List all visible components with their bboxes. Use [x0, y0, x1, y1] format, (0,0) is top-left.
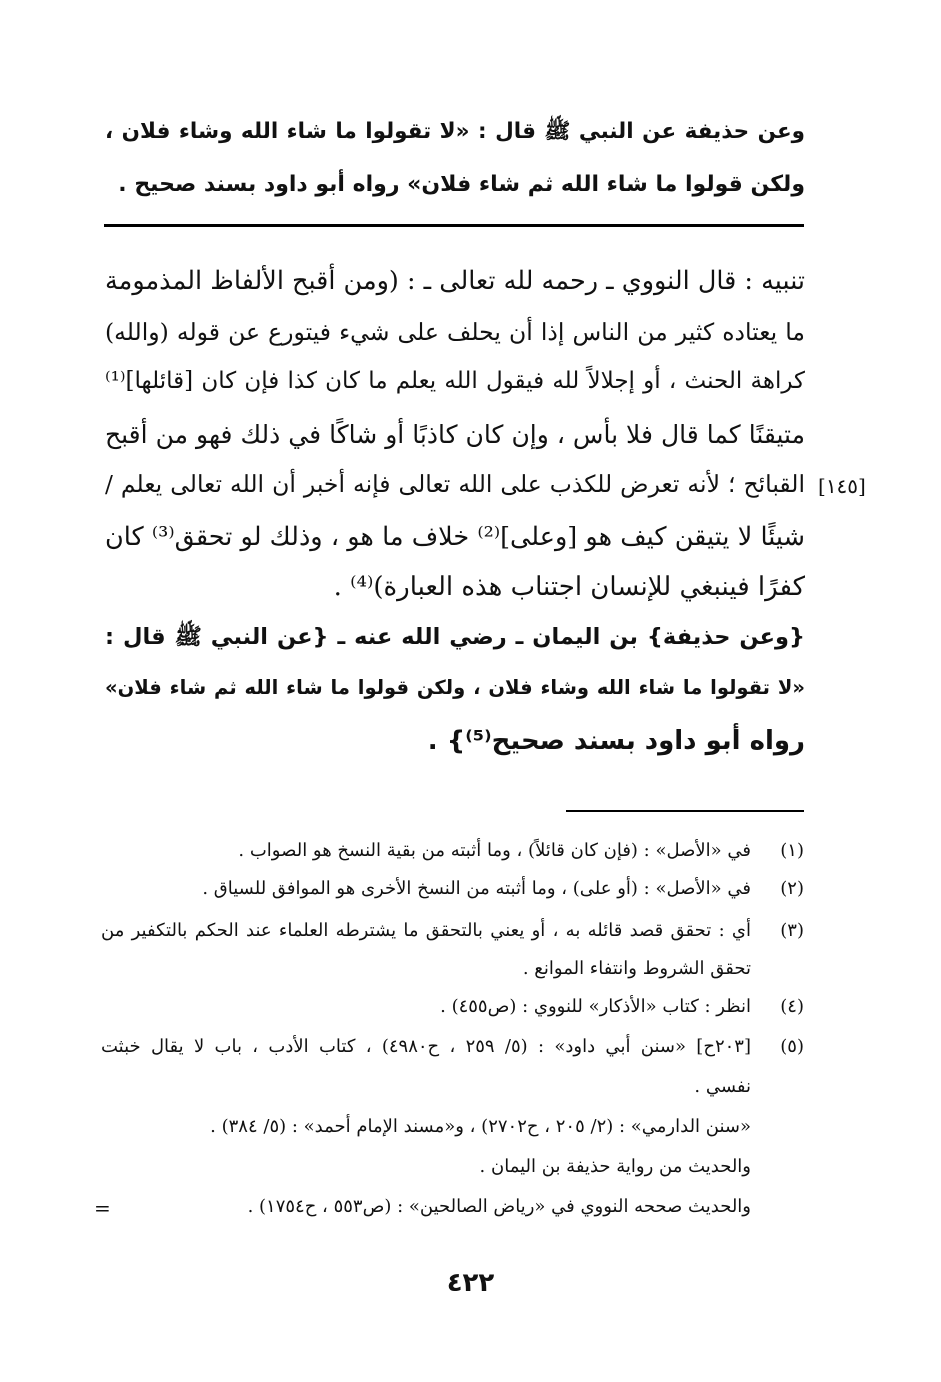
- body-line-2: ما يعتاده كثير من الناس إذا أن يحلف على شيء فيتورع عن قوله (والله): [105, 318, 805, 346]
- hadith-line-1: {وعن حذيفة} بن اليمان ـ رضي الله عنه ـ {عن النبي ﷺ قال :: [105, 624, 805, 650]
- footnote-number: (١): [780, 840, 804, 861]
- footnote-text: تحقق الشروط وانتفاء الموانع .: [522, 958, 751, 979]
- marginal-folio-number: [١٤٥]: [818, 474, 866, 498]
- hadith-line-3: رواه أبو داود بسند صحيح⁽⁵⁾} .: [427, 726, 805, 756]
- footnote-text: أي : تحقق قصد قائله به ، أو يعني بالتحقق ما يشترطه العلماء عند الحكم بالتكفير من: [101, 920, 751, 941]
- footnote-separator: [566, 810, 804, 812]
- continuation-mark: =: [94, 1196, 111, 1220]
- footnote-number: (٥): [780, 1036, 804, 1057]
- footnote-text: انظر : كتاب «الأذكار» للنووي : (ص٤٥٥) .: [440, 996, 751, 1017]
- footnote-text: «سنن الدارمي» : (٢/ ٢٠٥ ، ح٢٧٠٢) ، و«مسند الإمام أحمد» : (٥/ ٣٨٤) .: [210, 1116, 751, 1137]
- footnote-number: (٤): [780, 996, 804, 1017]
- footnote-number: (٣): [780, 920, 804, 941]
- footnote-text: والحديث صححه النووي في «رياض الصالحين» : (ص٥٥٣ ، ح١٧٥٤) .: [247, 1196, 751, 1217]
- body-line-4: متيقنًا كما قال فلا بأس ، وإن كان كاذبًا أو شاكًا في ذلك فهو من أقبح: [105, 420, 805, 449]
- matn-line-2: ولكن قولوا ما شاء الله ثم شاء فلان» رواه أبو داود بسند صحيح .: [118, 172, 805, 197]
- footnote-number: (٢): [780, 878, 804, 899]
- body-line-7: كفرًا فينبغي للإنسان اجتناب هذه العبارة)⁽⁴⁾ .: [333, 572, 805, 602]
- footnote-text: في «الأصل» : (أو على) ، وما أثبته من النسخ الأخرى هو الموافق للسياق .: [202, 878, 751, 899]
- header-rule: [104, 224, 804, 227]
- matn-line-1: وعن حذيفة عن النبي ﷺ قال : «لا تقولوا ما شاء الله وشاء فلان ،: [105, 119, 805, 144]
- body-line-1: تنبيه : قال النووي ـ رحمه لله تعالى ـ : (ومن أقبح الألفاظ المذمومة: [105, 266, 805, 296]
- footnote-text: والحديث من رواية حذيفة بن اليمان .: [479, 1156, 751, 1177]
- footnote-text: [٢٠٣ح] «سنن أبي داود» : (٥/ ٢٥٩ ، ح٤٩٨٠) ، كتاب الأدب ، باب لا يقال خبثت: [101, 1036, 751, 1057]
- body-line-3: كراهة الحنث ، أو إجلالاً لله فيقول الله يعلم ما كان كذا فإن كان [قائلها]⁽¹⁾: [105, 368, 805, 394]
- body-line-6: شيئًا لا يتيقن كيف هو [وعلى]⁽²⁾ خلاف ما هو ، وذلك لو تحقق⁽³⁾ كان: [105, 522, 805, 552]
- footnote-text: نفسي .: [694, 1076, 751, 1097]
- hadith-line-2: «لا تقولوا ما شاء الله وشاء فلان ، ولكن قولوا ما شاء الله ثم شاء فلان»: [105, 676, 805, 699]
- body-line-5: القبائح ؛ لأنه تعرض للكذب على الله تعالى فإنه أخبر أن الله تعالى يعلم /: [105, 470, 805, 498]
- page-number: ٤٢٢: [446, 1268, 495, 1298]
- footnote-text: في «الأصل» : (فإن كان قائلاً) ، وما أثبته من بقية النسخ هو الصواب .: [238, 840, 751, 861]
